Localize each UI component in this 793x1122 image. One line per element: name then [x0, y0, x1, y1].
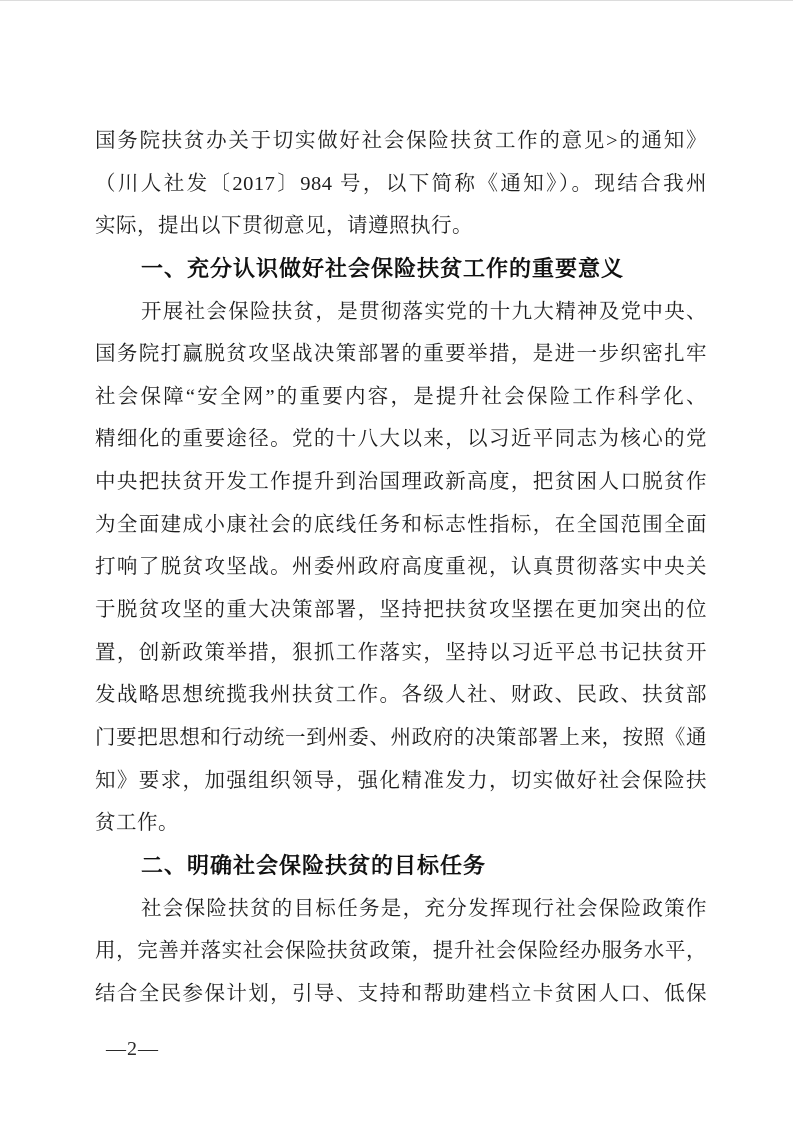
body-text-line: 国务院打赢脱贫攻坚战决策部署的重要举措，是进一步织密扎牢: [95, 343, 707, 366]
body-text-line: 发战略思想统揽我州扶贫工作。各级人社、财政、民政、扶贫部: [95, 684, 707, 707]
body-text-line: 为全面建成小康社会的底线任务和标志性指标，在全国范围全面: [95, 513, 707, 536]
body-text-line: 门要把思想和行动统一到州委、州政府的决策部署上来，按照《通: [95, 726, 707, 749]
body-text-line: 知》要求，加强组织领导，强化精准发力，切实做好社会保险扶: [95, 769, 707, 792]
body-text-line: 中央把扶贫开发工作提升到治国理政新高度，把贫困人口脱贫作: [95, 471, 707, 494]
body-text-line: 置，创新政策举措，狠抓工作落实，坚持以习近平总书记扶贫开: [95, 641, 707, 664]
document-text-block: [95, 120, 707, 1015]
body-text-line: 贫工作。: [95, 812, 179, 835]
body-text-line: 社会保障“安全网”的重要内容，是提升社会保险工作科学化、: [95, 385, 707, 408]
body-text-line: 开展社会保险扶贫，是贯彻落实党的十九大精神及党中央、: [141, 300, 707, 323]
body-text-line: 于脱贫攻坚的重大决策部署，坚持把扶贫攻坚摆在更加突出的位: [95, 599, 707, 622]
body-text-line: 实际，提出以下贯彻意见，请遵照执行。: [95, 215, 473, 238]
body-text-line: 用，完善并落实社会保险扶贫政策，提升社会保险经办服务水平，: [95, 940, 707, 963]
body-text-line: 结合全民参保计划，引导、支持和帮助建档立卡贫困人口、低保: [95, 982, 707, 1005]
scan-edge-line: [0, 0, 793, 1]
body-text-line: 打响了脱贫攻坚战。州委州政府高度重视，认真贯彻落实中央关: [95, 556, 707, 579]
body-text-line: 精细化的重要途径。党的十八大以来，以习近平同志为核心的党: [95, 428, 707, 451]
page-number: —2—: [106, 1038, 159, 1060]
section-heading: 二、明确社会保险扶贫的目标任务: [141, 852, 487, 878]
section-heading: 一、充分认识做好社会保险扶贫工作的重要意义: [141, 255, 625, 281]
body-text-line: 国务院扶贫办关于切实做好社会保险扶贫工作的意见>的通知》: [95, 130, 707, 152]
body-text-line: （川人社发〔2017〕984 号，以下简称《通知》）。现结合我州: [95, 172, 707, 195]
body-text-line: 社会保险扶贫的目标任务是，充分发挥现行社会保险政策作: [141, 897, 707, 920]
